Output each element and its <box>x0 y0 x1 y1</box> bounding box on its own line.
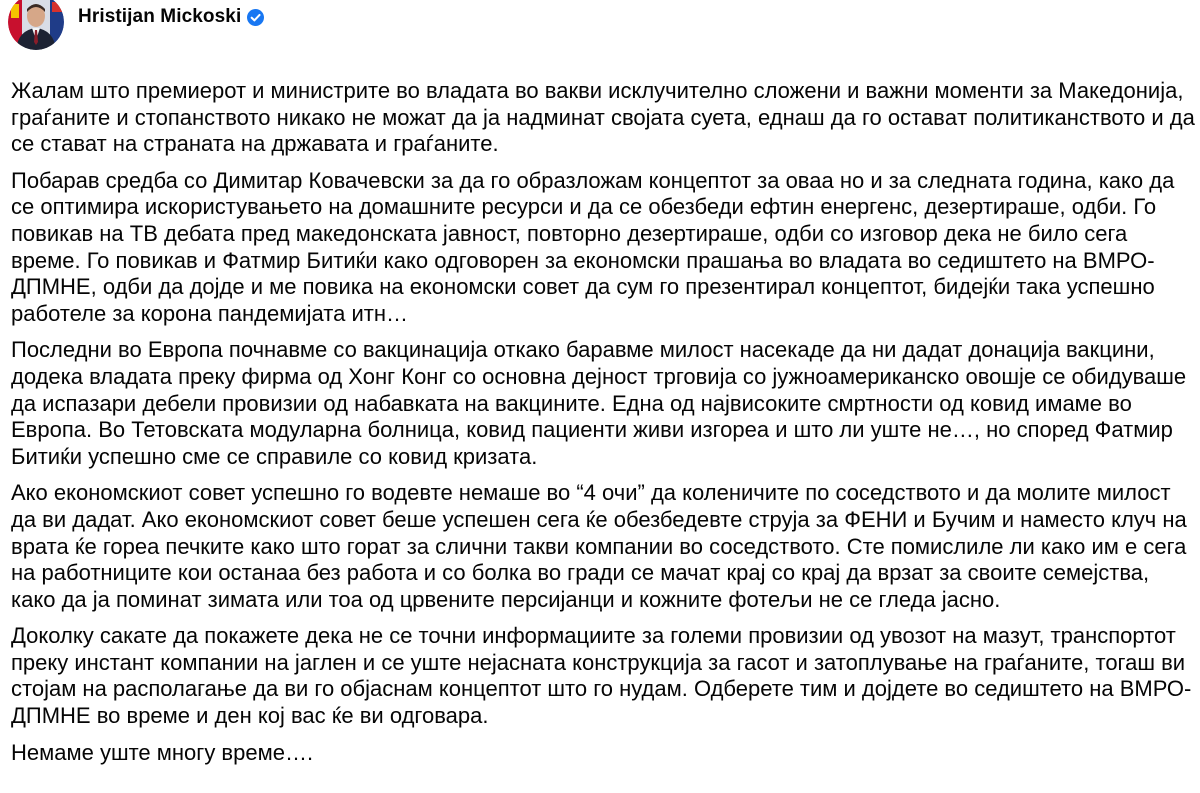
avatar[interactable] <box>8 0 64 50</box>
post-paragraph-5: Доколку сакате да покажете дека не се точни информациите за големи провизии од увозот на мазут, транспортот преку инстант компании на јаглен и се уште нејасната конструкција за гасот и затоплување на граѓаните, тогаш ви стојам на располагање да ви го објаснам концептот што го нудам. Одберете тим и дојдете во седиштето на ВМРО-ДПМНЕ во време и ден кој вас ќе ви одговара. <box>11 623 1192 729</box>
verified-badge-icon <box>247 9 264 26</box>
post-paragraph-6: Немаме уште многу време…. <box>11 739 314 765</box>
post-paragraph-1: Жалам што премиерот и министрите во владата во вакви исклучително сложени и важни моменти за Македонија, граѓаните и стопанството никако не можат да ја надминат својата суета, еднаш да го оставaт политиканството и да се стават на страната на државата и граѓаните. <box>11 78 1195 157</box>
post-paragraph-2: Побарав средба со Димитар Ковачевски за да го образложам концептот за оваа но и за следната година, како да се оптимира искористувањето на домашните ресурси и да се обезбеди ефтин енергенс, дезертираше, одби. Го повикав на ТВ дебата пред македонската јавност, повторно дезертираше, одби со изговор дека не било сега време. Го повикав и Фатмир Битиќи како одговорен за економски прашања во владата во седиштето на ВМРО-ДПМНЕ, одби да дојде и ме повика на економски совет да сум го презентирал концептот, бидејќи така успешно работеле за корона пандемијата итн… <box>11 167 1175 326</box>
post-header <box>8 0 264 58</box>
avatar-photo-icon <box>8 0 64 50</box>
author-name[interactable]: Hristijan Mickoski <box>78 6 242 27</box>
post-paragraph-3: Последни во Европа почнавме со вакцинација откако баравме милост насекаде да ни дадат донација вакцини, додека владата преку фирма од Хонг Конг со основна дејност трговија со јужноамериканско овошје се обидуваше да испазари дебели провизии од набавката на вакцините. Една од највисоките смртности од ковид имаме во Европа. Во Тетовската модуларна болница, ковид пациенти живи изгореа и што ли уште не…, но според Фатмир Битиќи успешно сме се справиле со ковид кризата. <box>11 337 1187 469</box>
author-block <box>78 6 264 28</box>
post-body <box>11 78 1196 766</box>
post-paragraph-4: Ако економскиот совет успешно го водевте немаше во “4 очи” да коленичите по соседството и да молите милост да ви дадат. Ако економскиот совет беше успешен сега ќе обезбедевте струја за ФЕНИ и Бучим и наместо клуч на врата ќе гореа печките како што горат за слични такви компании во соседството. Сте помислиле ли како им е сега на работниците кои останаа без работа и со болка во гради се мачат крај со крај да врзат за своите семејства, како да ја поминат зимата или тоа од црвените персијанци и кожните фотељи не се гледа јасно. <box>11 480 1187 612</box>
